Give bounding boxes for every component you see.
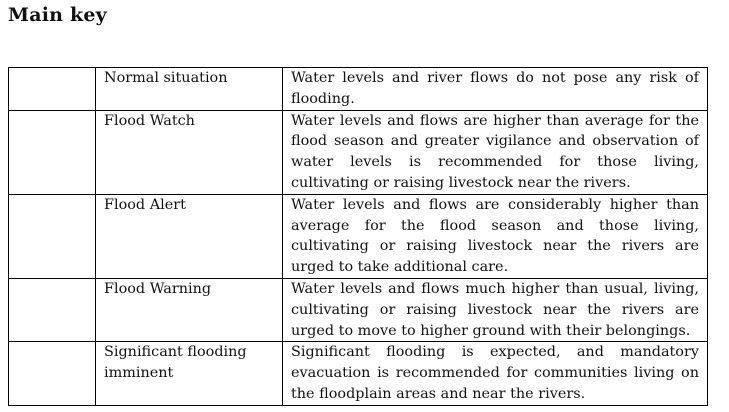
level-description: Significant flooding is expected, and mandatory evacuation is recommended for communities living on the floodplain areas and near the rivers. (283, 342, 708, 405)
key-row-flood-alert (9, 194, 708, 278)
color-swatch-cell (9, 110, 96, 194)
level-description: Water levels and flows are considerably higher than average for the flood season and those living, cultivating or raising livestock near the rivers are urged to take additional care. (283, 194, 708, 278)
level-name: Normal situation (96, 68, 283, 111)
key-row-normal-situation (9, 68, 708, 111)
key-row-flood-watch (9, 110, 708, 194)
color-swatch-cell (9, 68, 96, 111)
flood-key-table (8, 67, 708, 406)
color-swatch-cell (9, 194, 96, 278)
level-description: Water levels and flows are higher than average for the flood season and greater vigilance and observation of water levels is recommended for those living, cultivating or raising livestock near the rivers. (283, 110, 708, 194)
key-row-significant-flooding (9, 342, 708, 405)
level-description: Water levels and flows much higher than usual, living, cultivating or raising livestock near the rivers are urged to move to higher ground with their belongings. (283, 278, 708, 341)
color-swatch-cell (9, 342, 96, 405)
color-swatch-cell (9, 278, 96, 341)
page-title: Main key (8, 4, 107, 26)
level-name: Flood Alert (96, 194, 283, 278)
level-name: Flood Watch (96, 110, 283, 194)
level-name: Flood Warning (96, 278, 283, 341)
level-description: Water levels and river flows do not pose any risk of flooding. (283, 68, 708, 111)
level-name: Significant flooding imminent (96, 342, 283, 405)
key-row-flood-warning (9, 278, 708, 341)
